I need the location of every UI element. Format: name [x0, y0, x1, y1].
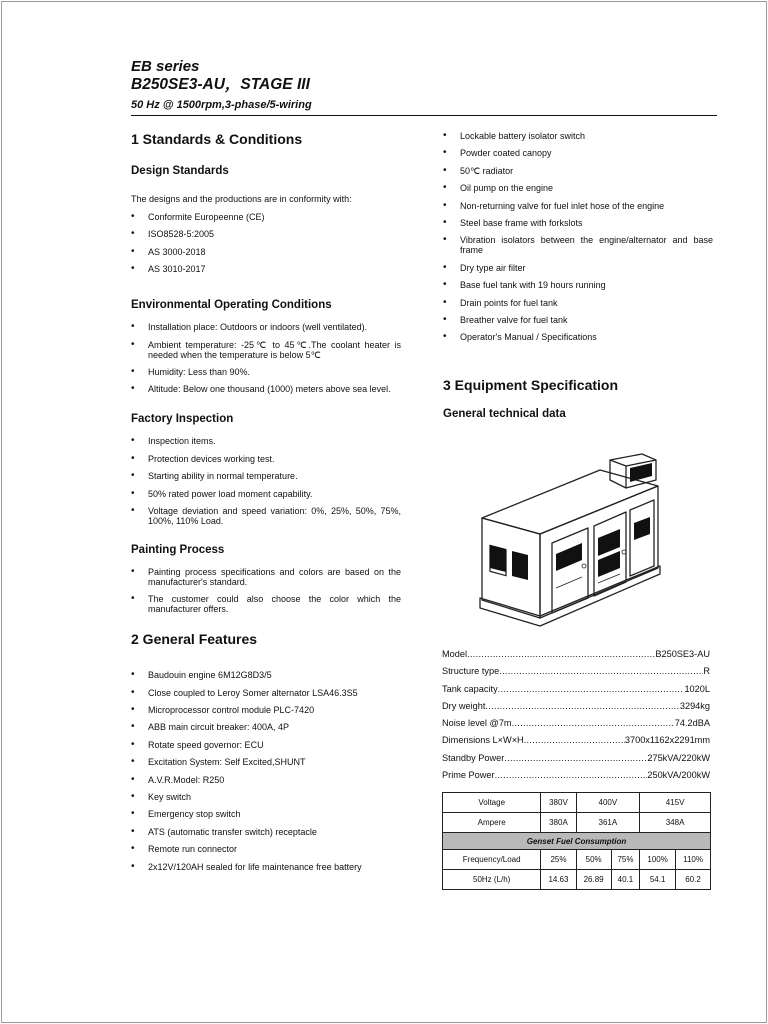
design-standards-intro: The designs and the productions are in conformity with: [131, 194, 352, 204]
painting-process-heading: Painting Process [131, 543, 225, 556]
list-item: • Key switch [131, 792, 401, 802]
general-technical-data-heading: General technical data [443, 408, 566, 421]
list-item: • Steel base frame with forkslots [443, 218, 713, 228]
list-item: • Powder coated canopy [443, 148, 713, 158]
table-row [443, 813, 711, 833]
list-item: • Operator's Manual / Specifications [443, 332, 713, 342]
features-list-continued [443, 131, 713, 342]
fuel-consumption-band: Genset Fuel Consumption [443, 833, 711, 850]
list-item: • 50% rated power load moment capability. [131, 489, 401, 499]
list-item: • Breather valve for fuel tank [443, 315, 713, 325]
generator-illustration [470, 448, 670, 638]
load-cell: 110% [676, 850, 711, 870]
factory-inspection-list [131, 436, 401, 526]
voltage-label: Voltage [443, 793, 541, 813]
list-item: • ISO8528-5:2005 [131, 229, 401, 239]
fuel-label: 50Hz (L/h) [443, 870, 541, 890]
list-item: • 2x12V/120AH sealed for life maintenance free battery [131, 862, 401, 872]
list-item: • Close coupled to Leroy Somer alternator LSA46.3S5 [131, 688, 401, 698]
spec-row-tank: Tank capacity ..... 1020L [442, 681, 710, 698]
list-item: • Non-returning valve for fuel inlet hose of the engine [443, 201, 713, 211]
fuel-cell: 60.2 [676, 870, 711, 890]
list-item: • Baudouin engine 6M12G8D3/5 [131, 670, 401, 680]
voltage-cell: 415V [640, 793, 711, 813]
design-standards-heading: Design Standards [131, 165, 229, 177]
spec-list [442, 646, 710, 784]
voltage-cell: 380V [541, 793, 576, 813]
list-item: • Altitude: Below one thousand (1000) meters above sea level. [131, 384, 401, 394]
spec-row-noise: Noise level @7m ..... 74.2dBA [442, 715, 710, 732]
spec-row-weight: Dry weight ..... 3294kg [442, 698, 710, 715]
list-item: • Oil pump on the engine [443, 183, 713, 193]
list-item: • Protection devices working test. [131, 454, 401, 464]
list-item: • A.V.R.Model: R250 [131, 775, 401, 785]
spec-row-prime: Prime Power ..... 250kVA/200kW [442, 767, 710, 784]
list-item: • ABB main circuit breaker: 400A, 4P [131, 722, 401, 732]
fuel-cell: 26.89 [576, 870, 611, 890]
right-column [443, 131, 713, 421]
section-standards-title: 1 Standards & Conditions [131, 131, 303, 147]
list-item: • Microprocessor control module PLC-7420 [131, 705, 401, 715]
table-row [443, 850, 711, 870]
ampere-cell: 348A [640, 813, 711, 833]
list-item: • AS 3010-2017 [131, 264, 401, 274]
list-item: • Humidity: Less than 90%. [131, 367, 401, 377]
list-item: • 50℃ radiator [443, 166, 713, 176]
model-stage-title: B250SE3-AU，STAGE III [131, 76, 310, 93]
list-item: • ATS (automatic transfer switch) receptacle [131, 827, 401, 837]
list-item: • Remote run connector [131, 844, 401, 854]
fuel-cell: 40.1 [611, 870, 639, 890]
load-label: Frequency/Load [443, 850, 541, 870]
table-row [443, 833, 711, 850]
environment-list [131, 322, 401, 394]
list-item: • Ambient temperature: -25℃ to 45℃.The coolant heater is needed when the temperature is below 5℃ [131, 340, 401, 360]
load-cell: 25% [541, 850, 576, 870]
load-cell: 50% [576, 850, 611, 870]
left-column [131, 130, 401, 879]
spec-row-dimensions: Dimensions L×W×H ..... 3700x1162x2291mm [442, 732, 710, 749]
series-title: EB series [131, 58, 200, 75]
ampere-cell: 361A [576, 813, 640, 833]
painting-process-list [131, 567, 401, 614]
ampere-cell: 380A [541, 813, 576, 833]
factory-inspection-heading: Factory Inspection [131, 413, 234, 426]
list-item: • Conformite Europeenne (CE) [131, 212, 401, 222]
list-item: • Dry type air filter [443, 263, 713, 273]
list-item: • Installation place: Outdoors or indoors (well ventilated). [131, 322, 401, 332]
list-item: • Emergency stop switch [131, 809, 401, 819]
section-features-title: 2 General Features [131, 631, 258, 648]
design-standards-list [131, 212, 401, 274]
list-item: • Rotate speed governor: ECU [131, 740, 401, 750]
list-item: • Vibration isolators between the engine/alternator and base frame [443, 235, 713, 255]
list-item: • Voltage deviation and speed variation: 0%, 25%, 50%, 75%, 100%, 110% Load. [131, 506, 401, 526]
list-item: • Drain points for fuel tank [443, 298, 713, 308]
voltage-cell: 400V [576, 793, 640, 813]
frequency-subtitle: 50 Hz @ 1500rpm,3-phase/5-wiring [131, 99, 312, 111]
list-item: • Lockable battery isolator switch [443, 131, 713, 141]
load-cell: 100% [640, 850, 676, 870]
spec-row-standby: Standby Power ..... 275kVA/220kW [442, 750, 710, 767]
list-item: • Starting ability in normal temperature. [131, 471, 401, 481]
list-item: • Excitation System: Self Excited,SHUNT [131, 757, 401, 767]
list-item: • The customer could also choose the color which the manufacturer offers. [131, 594, 401, 614]
fuel-cell: 14.63 [541, 870, 576, 890]
fuel-cell: 54.1 [640, 870, 676, 890]
list-item: • Base fuel tank with 19 hours running [443, 280, 713, 290]
performance-table [442, 792, 711, 890]
load-cell: 75% [611, 850, 639, 870]
ampere-label: Ampere [443, 813, 541, 833]
table-row [443, 793, 711, 813]
document-header [131, 58, 716, 112]
section-equipment-title: 3 Equipment Specification [443, 377, 619, 394]
features-list [131, 670, 401, 871]
list-item: • Painting process specifications and colors are based on the manufacturer's standard. [131, 567, 401, 587]
header-rule [131, 115, 717, 116]
environment-heading: Environmental Operating Conditions [131, 299, 332, 312]
table-row [443, 870, 711, 890]
spec-row-structure: Structure type ..... R [442, 663, 710, 680]
spec-row-model: Model ..... B250SE3-AU [442, 646, 710, 663]
list-item: • Inspection items. [131, 436, 401, 446]
list-item: • AS 3000-2018 [131, 247, 401, 257]
